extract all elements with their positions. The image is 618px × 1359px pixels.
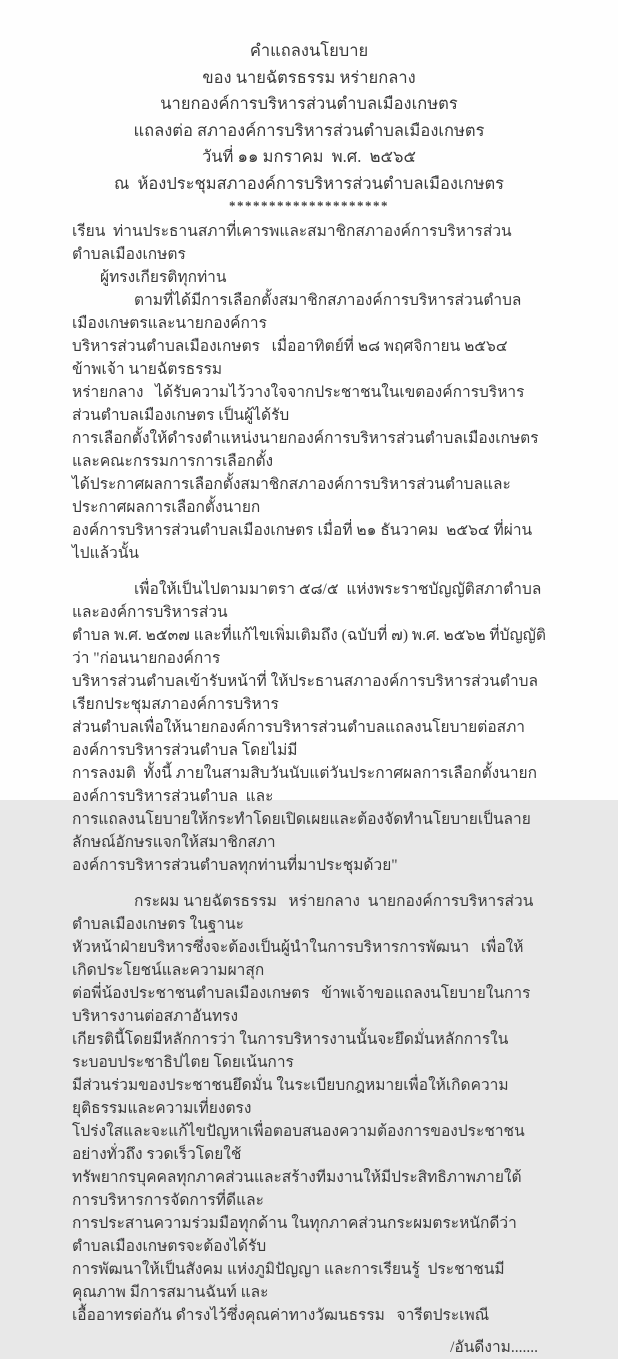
text-line: การแถลงนโยบายให้กระทำโดยเปิดเผยและต้องจัดทำนโยบายเป็นลายลักษณ์อักษรแจกให้สมาชิกสภา bbox=[72, 811, 531, 851]
text-line: ต่อพี่น้องประชาชนตำบลเมืองเกษตร ข้าพเจ้าขอแถลงนโยบายในการบริหารงานต่อสภาอันทรง bbox=[72, 985, 531, 1025]
salutation-block bbox=[72, 220, 546, 289]
text-line: ได้ประกาศผลการเลือกตั้งสมาชิกสภาองค์การบริหารส่วนตำบลและประกาศผลการเลือกตั้งนายก bbox=[72, 476, 511, 516]
text-line: ของ นายฉัตรธรรม หร่ายกลาง bbox=[202, 67, 416, 87]
text-line: แถลงต่อ สภาองค์การบริหารส่วนตำบลเมืองเกษตร bbox=[133, 120, 485, 140]
text-line: องค์การบริหารส่วนตำบลทุกท่านที่มาประชุมด้วย" bbox=[72, 857, 398, 874]
header-lines bbox=[72, 38, 546, 197]
text-line: การลงมติ ทั้งนี้ ภายในสามสิบวันนับแต่วันประกาศผลการเลือกตั้งนายกองค์การบริหารส่วนตำบล และ bbox=[72, 765, 538, 805]
text-line: องค์การบริหารส่วนตำบลเมืองเกษตร เมื่อที่ ๒๑ ธันวาคม ๒๕๖๔ ที่ผ่านไปแล้วนั้น bbox=[72, 522, 533, 562]
text-line: การประสานความร่วมมือทุกด้าน ในทุกภาคส่วนกระผมตระหนักดีว่าตำบลเมืองเกษตรจะต้องได้รับ bbox=[72, 1215, 517, 1255]
text-line: มีส่วนร่วมของประชาชนยึดมั่น ในระเบียบกฎหมายเพื่อให้เกิดความยุติธรรมและความเที่ยงตรง bbox=[72, 1077, 509, 1117]
text-line: ตามที่ได้มีการเลือกตั้งสมาชิกสภาองค์การบริหารส่วนตำบลเมืองเกษตรและนายกองค์การ bbox=[72, 292, 522, 332]
paragraph-policy-statement bbox=[72, 890, 546, 1327]
salutation-honorific-line: ผู้ทรงเกียรติทุกท่าน bbox=[100, 269, 227, 286]
text-line: เอื้ออาทรต่อกัน ดำรงไว้ซึ่งคุณค่าทางวัฒนธรรม จารีตประเพณี bbox=[72, 1307, 490, 1324]
paragraph-election-background bbox=[72, 289, 546, 565]
text-line: วันที่ ๑๑ มกราคม พ.ศ. ๒๕๖๕ bbox=[202, 147, 416, 166]
text-line: โปร่งใสและจะแก้ไขปัญหาเพื่อตอบสนองความต้องการของประชาชนอย่างทั่วถึง รวดเร็วโดยใช้ bbox=[72, 1123, 525, 1163]
text-line: การพัฒนาให้เป็นสังคม แห่งภูมิปัญญา และการเรียนรู้ ประชาชนมีคุณภาพ มีการสมานฉันท์ และ bbox=[72, 1261, 505, 1301]
text-line: คำแถลงนโยบาย bbox=[249, 41, 369, 60]
text-line: ณ ห้องประชุมสภาองค์การบริหารส่วนตำบลเมืองเกษตร bbox=[113, 173, 505, 193]
text-line: บริหารส่วนตำบลเมืองเกษตร เมื่ออาทิตย์ที่ ๒๘ พฤศจิกายน ๒๕๖๔ ข้าพเจ้า นายฉัตรธรรม bbox=[72, 338, 520, 378]
text-line: เกียรตินี้โดยมีหลักการว่า ในการบริหารงานนั้นจะยึดมั่นหลักการในระบอบประชาธิปไตย โดยเน้นการ bbox=[72, 1031, 509, 1071]
salutation-line: เรียน ท่านประธานสภาที่เคารพและสมาชิกสภาองค์การบริหารส่วนตำบลเมืองเกษตร bbox=[72, 223, 512, 263]
document-body bbox=[72, 220, 546, 1359]
text-line: หัวหน้าฝ่ายบริหารซึ่งจะต้องเป็นผู้นำในการบริหารการพัฒนา เพื่อให้เกิดประโยชน์และความผาสุก bbox=[72, 939, 524, 979]
document-header bbox=[72, 38, 546, 214]
paragraph-legal-basis bbox=[72, 578, 546, 877]
text-line: ตำบล พ.ศ. ๒๕๓๗ และที่แก้ไขเพิ่มเติมถึง (ฉบับที่ ๗) พ.ศ. ๒๕๖๒ ที่บัญญัติว่า "ก่อนนายกองค์การ bbox=[72, 627, 546, 667]
text-line: นายกองค์การบริหารส่วนตำบลเมืองเกษตร bbox=[160, 94, 458, 113]
text-line: กระผม นายฉัตรธรรม หร่ายกลาง นายกองค์การบริหารส่วนตำบลเมืองเกษตร ในฐานะ bbox=[72, 893, 534, 933]
text-line: ส่วนตำบลเพื่อให้นายกองค์การบริหารส่วนตำบลแถลงนโยบายต่อสภาองค์การบริหารส่วนตำบล โดยไม่มี bbox=[72, 719, 526, 759]
text-line: ทรัพยากรบุคคลทุกภาคส่วนและสร้างทีมงานให้มีประสิทธิภาพภายใต้การบริหารการจัดการที่ดีและ bbox=[72, 1169, 522, 1209]
text-line: หร่ายกลาง ได้รับความไว้วางใจจากประชาชนในเขตองค์การบริหารส่วนตำบลเมืองเกษตร เป็นผู้ได้รับ bbox=[72, 384, 525, 424]
page-continuation-marker: /อันดีงาม....... bbox=[450, 1339, 538, 1356]
asterisk-divider: ******************** bbox=[229, 198, 389, 213]
text-line: บริหารส่วนตำบลเข้ารับหน้าที่ ให้ประธานสภาองค์การบริหารส่วนตำบลเรียกประชุมสภาองค์การบริหาร bbox=[72, 673, 538, 713]
text-line: การเลือกตั้งให้ดำรงตำแหน่งนายกองค์การบริหารส่วนตำบลเมืองเกษตร และคณะกรรมการการเลือกตั้ง bbox=[72, 430, 543, 470]
text-line: เพื่อให้เป็นไปตามมาตรา ๕๘/๕ แห่งพระราชบัญญัติสภาตำบลและองค์การบริหารส่วน bbox=[72, 581, 542, 621]
